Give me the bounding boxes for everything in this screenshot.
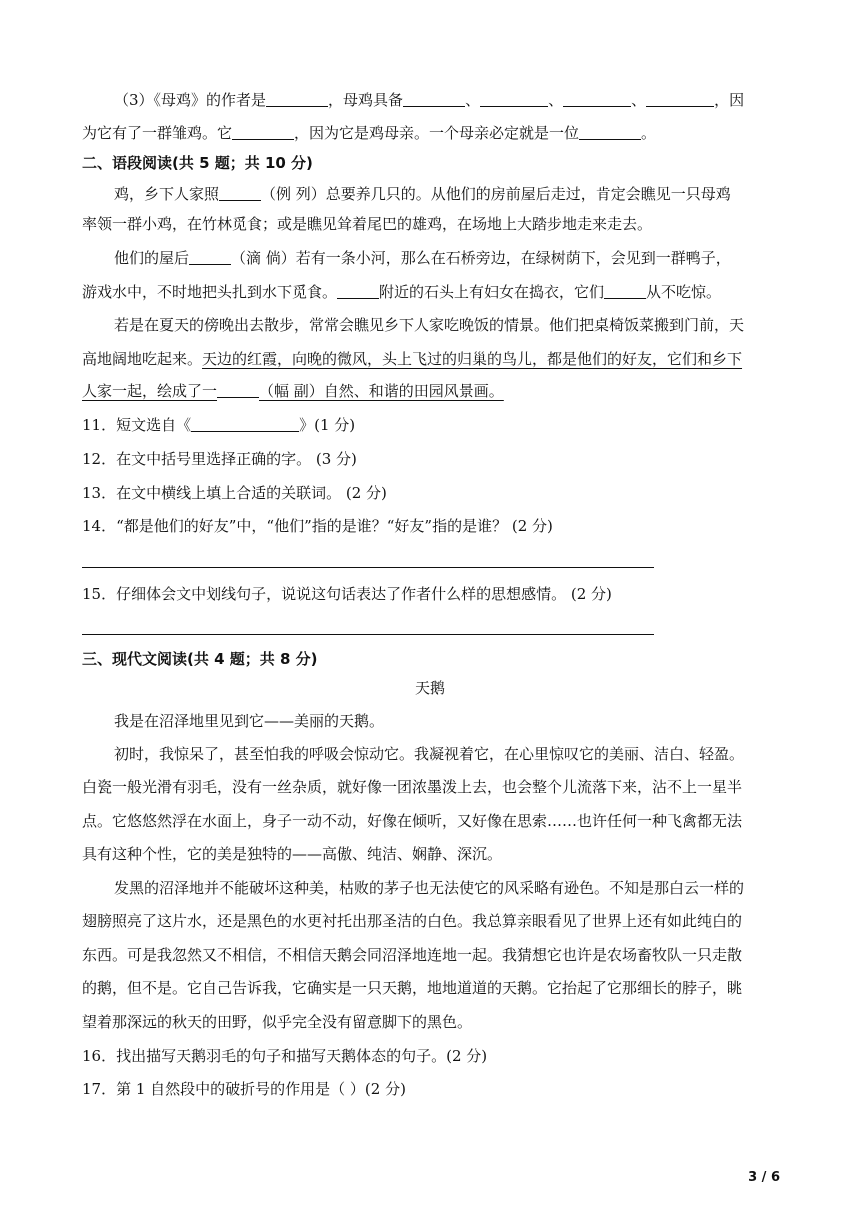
answer-blank[interactable] xyxy=(646,91,714,107)
answer-blank[interactable] xyxy=(480,91,548,107)
passage-3-line: 我是在沼泽地里见到它——美丽的天鹅。 xyxy=(114,712,385,730)
answer-line[interactable] xyxy=(82,634,654,635)
passage-3-line: 望着那深远的秋天的田野，似乎完全没有留意脚下的黑色。 xyxy=(82,1013,473,1031)
answer-blank[interactable] xyxy=(563,91,631,107)
passage-3-line: 东西。可是我忽然又不相信，不相信天鹅会同沼泽地连地一起。我猜想它也许是农场畜牧队一只走散 xyxy=(82,946,743,964)
answer-blank[interactable] xyxy=(403,91,465,107)
answer-blank[interactable] xyxy=(189,249,231,265)
underlined-sentence: 天边的红霞，向晚的微风，头上飞过的归巢的鸟儿，都是他们的好友，它们和乡下 xyxy=(202,350,743,368)
question-13: 13．在文中横线上填上合适的关联词。 (2 分) xyxy=(82,484,387,502)
passage-3-line: 翅膀照亮了这片水，还是黑色的水更衬托出那圣洁的白色。我总算亲眼看见了世界上还有如此纯白的 xyxy=(82,912,743,930)
answer-blank[interactable] xyxy=(337,283,379,299)
answer-blank[interactable] xyxy=(191,416,299,432)
question-10-3-cont: 为它有了一群雏鸡。它 ，因为它是鸡母亲。一个母亲必定就是一位 。 xyxy=(82,124,657,142)
answer-blank[interactable] xyxy=(219,185,261,201)
question-14: 14．“都是他们的好友”中，“他们”指的是谁？“好友”指的是谁？ (2 分) xyxy=(82,517,553,535)
passage-2-line: 若是在夏天的傍晚出去散步，常常会瞧见乡下人家吃晚饭的情景。他们把桌椅饭菜搬到门前，天 xyxy=(114,316,745,334)
passage-3-title: 天鹅 xyxy=(414,679,445,697)
answer-blank[interactable] xyxy=(232,124,294,140)
question-16: 16．找出描写天鹅羽毛的句子和描写天鹅体态的句子。(2 分) xyxy=(82,1047,488,1065)
answer-blank[interactable] xyxy=(217,382,259,398)
question-17: 17．第 1 自然段中的破折号的作用是（ ）(2 分) xyxy=(82,1080,406,1098)
underlined-sentence: 人家一起，绘成了一 （幅 副）自然、和谐的田园风景画。 xyxy=(82,382,504,400)
passage-2-line: 率领一群小鸡，在竹林觅食；或是瞧见耸着尾巴的雄鸡，在场地上大踏步地走来走去。 xyxy=(82,215,653,233)
question-12: 12．在文中括号里选择正确的字。 (3 分) xyxy=(82,450,357,468)
passage-3-line: 点。它悠悠然浮在水面上，身子一动不动，好像在倾听，又好像在思索……也许任何一种飞禽都无法 xyxy=(82,812,743,830)
passage-2-line xyxy=(82,380,782,402)
passage-3-line: 初时，我惊呆了，甚至怕我的呼吸会惊动它。我凝视着它，在心里惊叹它的美丽、洁白、轻盈。 xyxy=(114,745,745,763)
passage-3-line: 白瓷一般光滑有羽毛，没有一丝杂质，就好像一团浓墨泼上去，也会整个儿流落下来，沾不上一星半 xyxy=(82,778,743,796)
passage-3-line: 具有这种个性，它的美是独特的——高傲、纯洁、娴静、深沉。 xyxy=(82,845,503,863)
answer-line[interactable] xyxy=(82,567,654,568)
answer-blank[interactable] xyxy=(266,91,328,107)
section-3-heading: 三、现代文阅读(共 4 题；共 8 分) xyxy=(82,650,318,668)
passage-3-line: 的鹅，但不是。它自己告诉我，它确实是一只天鹅，地地道道的天鹅。它抬起了它那细长的脖子，眺 xyxy=(82,979,743,997)
section-2-heading: 二、语段阅读(共 5 题；共 10 分) xyxy=(82,154,313,172)
passage-2-line: 游戏水中，不时地把头扎到水下觅食。 附近的石头上有妇女在捣衣，它们 从不吃惊。 xyxy=(82,283,722,301)
answer-blank[interactable] xyxy=(604,283,646,299)
question-10-3: （3）《母鸡》的作者是 ，母鸡具备 、 、 、 ，因 xyxy=(114,91,745,109)
page-number: 3 / 6 xyxy=(748,1170,780,1185)
passage-2-line: 他们的屋后 （滴 倘）若有一条小河，那么在石桥旁边，在绿树荫下，会见到一群鸭子， xyxy=(114,249,731,267)
question-15: 15．仔细体会文中划线句子，说说这句话表达了作者什么样的思想感情。 (2 分) xyxy=(82,585,612,603)
question-11: 11．短文选自《 》(1 分) xyxy=(82,416,356,434)
passage-3-line: 发黑的沼泽地并不能破坏这种美，枯败的茅子也无法使它的风采略有逊色。不知是那白云一样的 xyxy=(114,879,745,897)
passage-2-line: 鸡，乡下人家照 （例 列）总要养几只的。从他们的房前屋后走过，肯定会瞧见一只母鸡 xyxy=(114,185,731,203)
passage-2-line: 高地阔地吃起来。天边的红霞，向晚的微风，头上飞过的归巢的鸟儿，都是他们的好友，它们和乡下 xyxy=(82,350,743,368)
answer-blank[interactable] xyxy=(579,124,641,140)
